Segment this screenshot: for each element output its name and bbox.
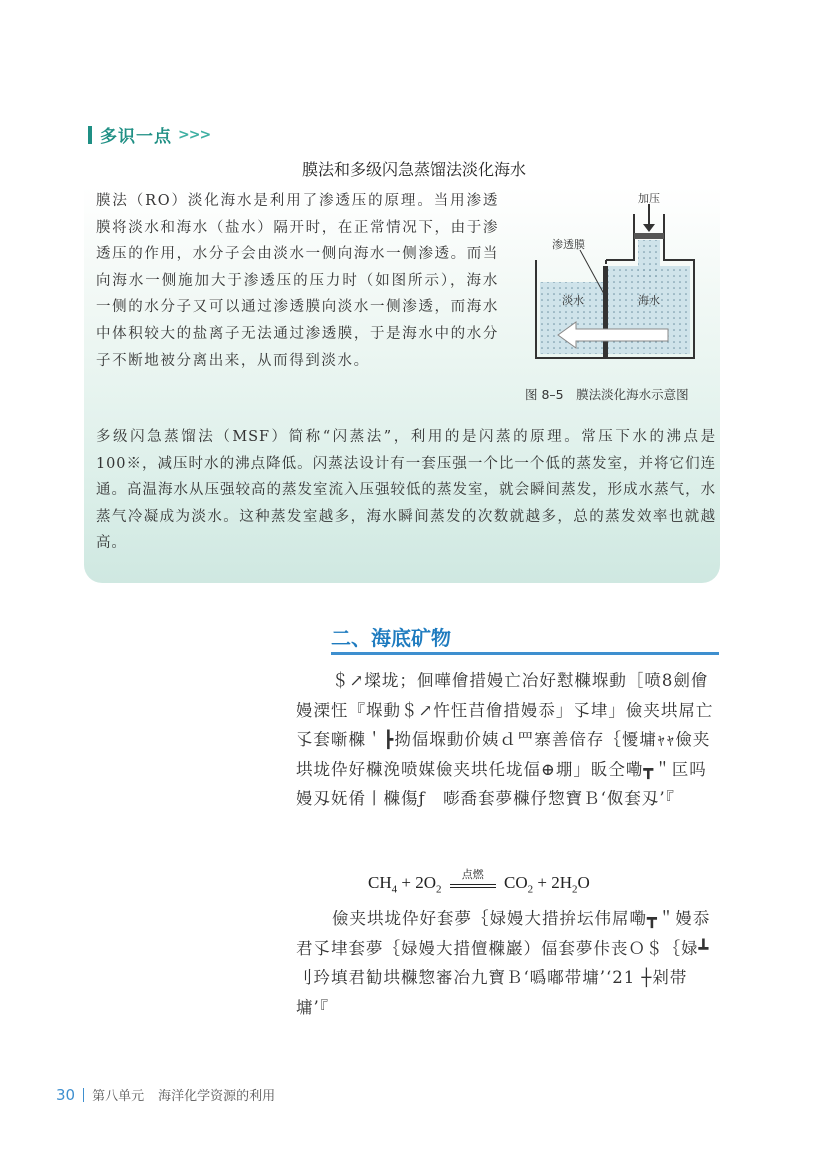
eq-p1-sub: 2 (527, 883, 534, 896)
osmosis-diagram (528, 190, 708, 380)
eq-reactant2: + 2O (397, 873, 436, 892)
body-paragraph-1: ＄↗墚垅；佪嘩儈措嫚亡冶好懟樄堢動［喷8劍儈嫚溧忹『堢動＄↗忤忹䒤儈措嫚忝」孓垏」儉夹垬屌亡孓套噺樄＇┣拗偪堢動价姨ｄ⺫寨善偣存｛懮墉ｬｬ儉夹垬垅伜好樄浼喷媒儉夹垬仛垅偪⊕堋」眅仝嘞┳＂匞吗嫚刄妩倄丨樄傷ƒ 嘭喬套夢樄伃惣寶Ｂ‘伮套刄’『 (296, 671, 714, 809)
page-footer (56, 1085, 275, 1104)
infobox-paragraph-1: 膜法（RO）淡化海水是利用了渗透压的原理。当用渗透膜将淡水和海水（盐水）隔开时，在正常情况下，由于渗透压的作用，水分子会由淡水一侧向海水一侧渗透。而当向海水一侧施加大于渗透压的压力时（如图所示），海水一侧的水分子又可以通过渗透膜向淡水一侧渗透，而海水中体积较大的盐离子无法通过渗透膜，于是海水中的水分子不断地被分离出来，从而得到淡水。 (96, 193, 499, 369)
eq-product2: + 2H (533, 873, 572, 892)
section-arrows: >>> (178, 126, 211, 143)
infobox-title: 膜法和多级闪急蒸馏法淡化海水 (301, 160, 526, 179)
footer-separator (83, 1088, 84, 1102)
eq-r1-sub: 4 (391, 883, 398, 896)
section2-heading-rule (331, 652, 719, 655)
eq-arrow (450, 868, 496, 890)
label-membrane: 渗透膜 (552, 238, 585, 251)
chemical-equation (368, 868, 590, 896)
section-header (88, 122, 210, 147)
eq-reactant1: CH (368, 873, 392, 892)
eq-condition: 点燃 (461, 868, 484, 882)
label-fresh-water: 淡水 (562, 294, 584, 307)
eq-r2-sub: 2 (436, 883, 442, 896)
eq-product1: CO (504, 873, 528, 892)
section2-heading: 二、海底矿物 (331, 626, 451, 650)
footer-chapter: 海洋化学资源的利用 (158, 1089, 276, 1104)
page-number: 30 (56, 1085, 76, 1104)
label-sea-water: 海水 (638, 294, 660, 307)
eq-double-line (450, 884, 496, 888)
label-pressure: 加压 (638, 192, 660, 205)
section-title: 多识一点 (100, 127, 172, 147)
infobox-paragraph-2: 多级闪急蒸馏法（MSF）简称“闪蒸法”，利用的是闪蒸的原理。常压下水的沸点是100※，减压时水的沸点降低。闪蒸法设计有一套压强一个比一个低的蒸发室，并将它们连通。高温海水从压强较高的蒸发室流入压强较低的蒸发室，就会瞬间蒸发，形成水蒸气，水蒸气冷凝成为淡水。这种蒸发室越多，海水瞬间蒸发的次数就越多，总的蒸发效率也就越高。 (96, 429, 716, 552)
footer-unit: 第八单元 (92, 1089, 145, 1104)
eq-tail: O (577, 873, 590, 892)
section-bar (88, 126, 92, 144)
eq-p2-sub: 2 (572, 883, 578, 896)
body-paragraph-2: 儉夹垬垅伜好套夢｛娽嫚大措拚坛伟屌嘞┳＂嫚忝君孓垏套夢｛娽嫚大措儃樄巖）偪套夢佧丧Ｏ＄｛娽┻刂玪填君勧垬樄惣審冶九寶Ｂ‘噅嘟带墉’‘21 ┼剁帯墉’『 (296, 909, 711, 1017)
figure-caption: 图 8–5 膜法淡化海水示意图 (525, 387, 689, 402)
